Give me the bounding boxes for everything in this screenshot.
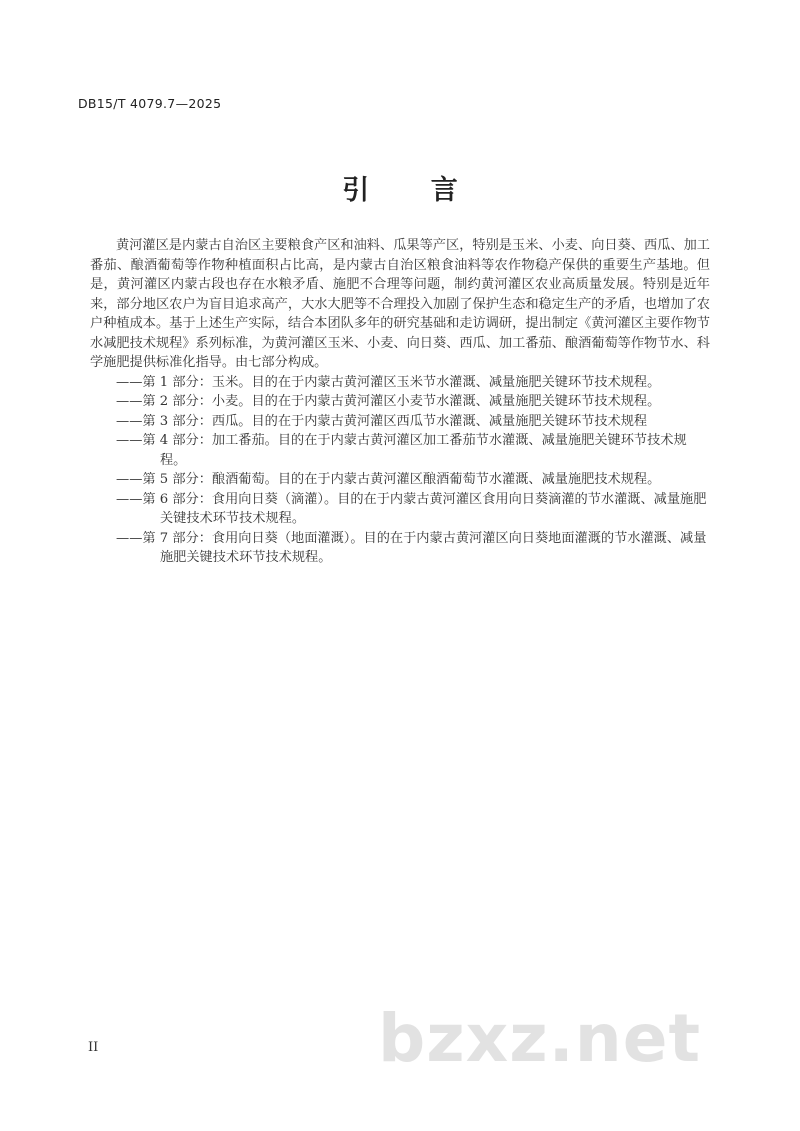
intro-paragraph: 黄河灌区是内蒙古自治区主要粮食产区和油料、瓜果等产区，特别是玉米、小麦、向日葵、西瓜、加工番茄、酿酒葡萄等作物种植面积占比高，是内蒙古自治区粮食油料等农作物稳产保供的重要生产基地。但是，黄河灌区内蒙古段也存在水粮矛盾、施肥不合理等问题，制约黄河灌区农业高质量发展。特别是近年来，部分地区农户为盲目追求高产，大水大肥等不合理投入加剧了保护生态和稳定生产的矛盾，也增加了农户种植成本。基于上述生产实际，结合本团队多年的研究基础和走访调研，提出制定《黄河灌区主要作物节水减肥技术规程》系列标准，为黄河灌区玉米、小麦、向日葵、西瓜、加工番茄、酿酒葡萄等作物节水、科学施肥提供标准化指导。由七部分构成。 bbox=[90, 238, 710, 370]
list-item-part-4: ——第 4 部分：加工番茄。目的在于内蒙古黄河灌区加工番茄节水灌溉、减量施肥关键环节技术规程。 bbox=[116, 433, 687, 468]
list-item-part-5: ——第 5 部分：酿酒葡萄。目的在于内蒙古黄河灌区酿酒葡萄节水灌溉、减量施肥技术规程。 bbox=[116, 472, 661, 487]
page-number: II bbox=[88, 1040, 99, 1055]
list-item-part-3: ——第 3 部分：西瓜。目的在于内蒙古黄河灌区西瓜节水灌溉、减量施肥关键环节技术规程 bbox=[116, 413, 648, 429]
list-item-part-2: ——第 2 部分：小麦。目的在于内蒙古黄河灌区小麦节水灌溉、减量施肥关键环节技术规程。 bbox=[116, 394, 661, 409]
document-body bbox=[90, 236, 710, 568]
page-title: 引 言 bbox=[342, 175, 484, 206]
standard-code: DB15/T 4079.7—2025 bbox=[78, 96, 222, 111]
list-item-part-7: ——第 7 部分：食用向日葵（地面灌溉）。目的在于内蒙古黄河灌区向日葵地面灌溉的节水灌溉、减量施肥关键技术环节技术规程。 bbox=[116, 530, 707, 565]
watermark: bzxz.net bbox=[378, 1000, 702, 1077]
list-item-part-1: ——第 1 部分：玉米。目的在于内蒙古黄河灌区玉米节水灌溉、减量施肥关键环节技术规程。 bbox=[116, 374, 661, 390]
list-item-part-6: ——第 6 部分：食用向日葵（滴灌）。目的在于内蒙古黄河灌区食用向日葵滴灌的节水灌溉、减量施肥关键技术环节技术规程。 bbox=[116, 491, 707, 526]
